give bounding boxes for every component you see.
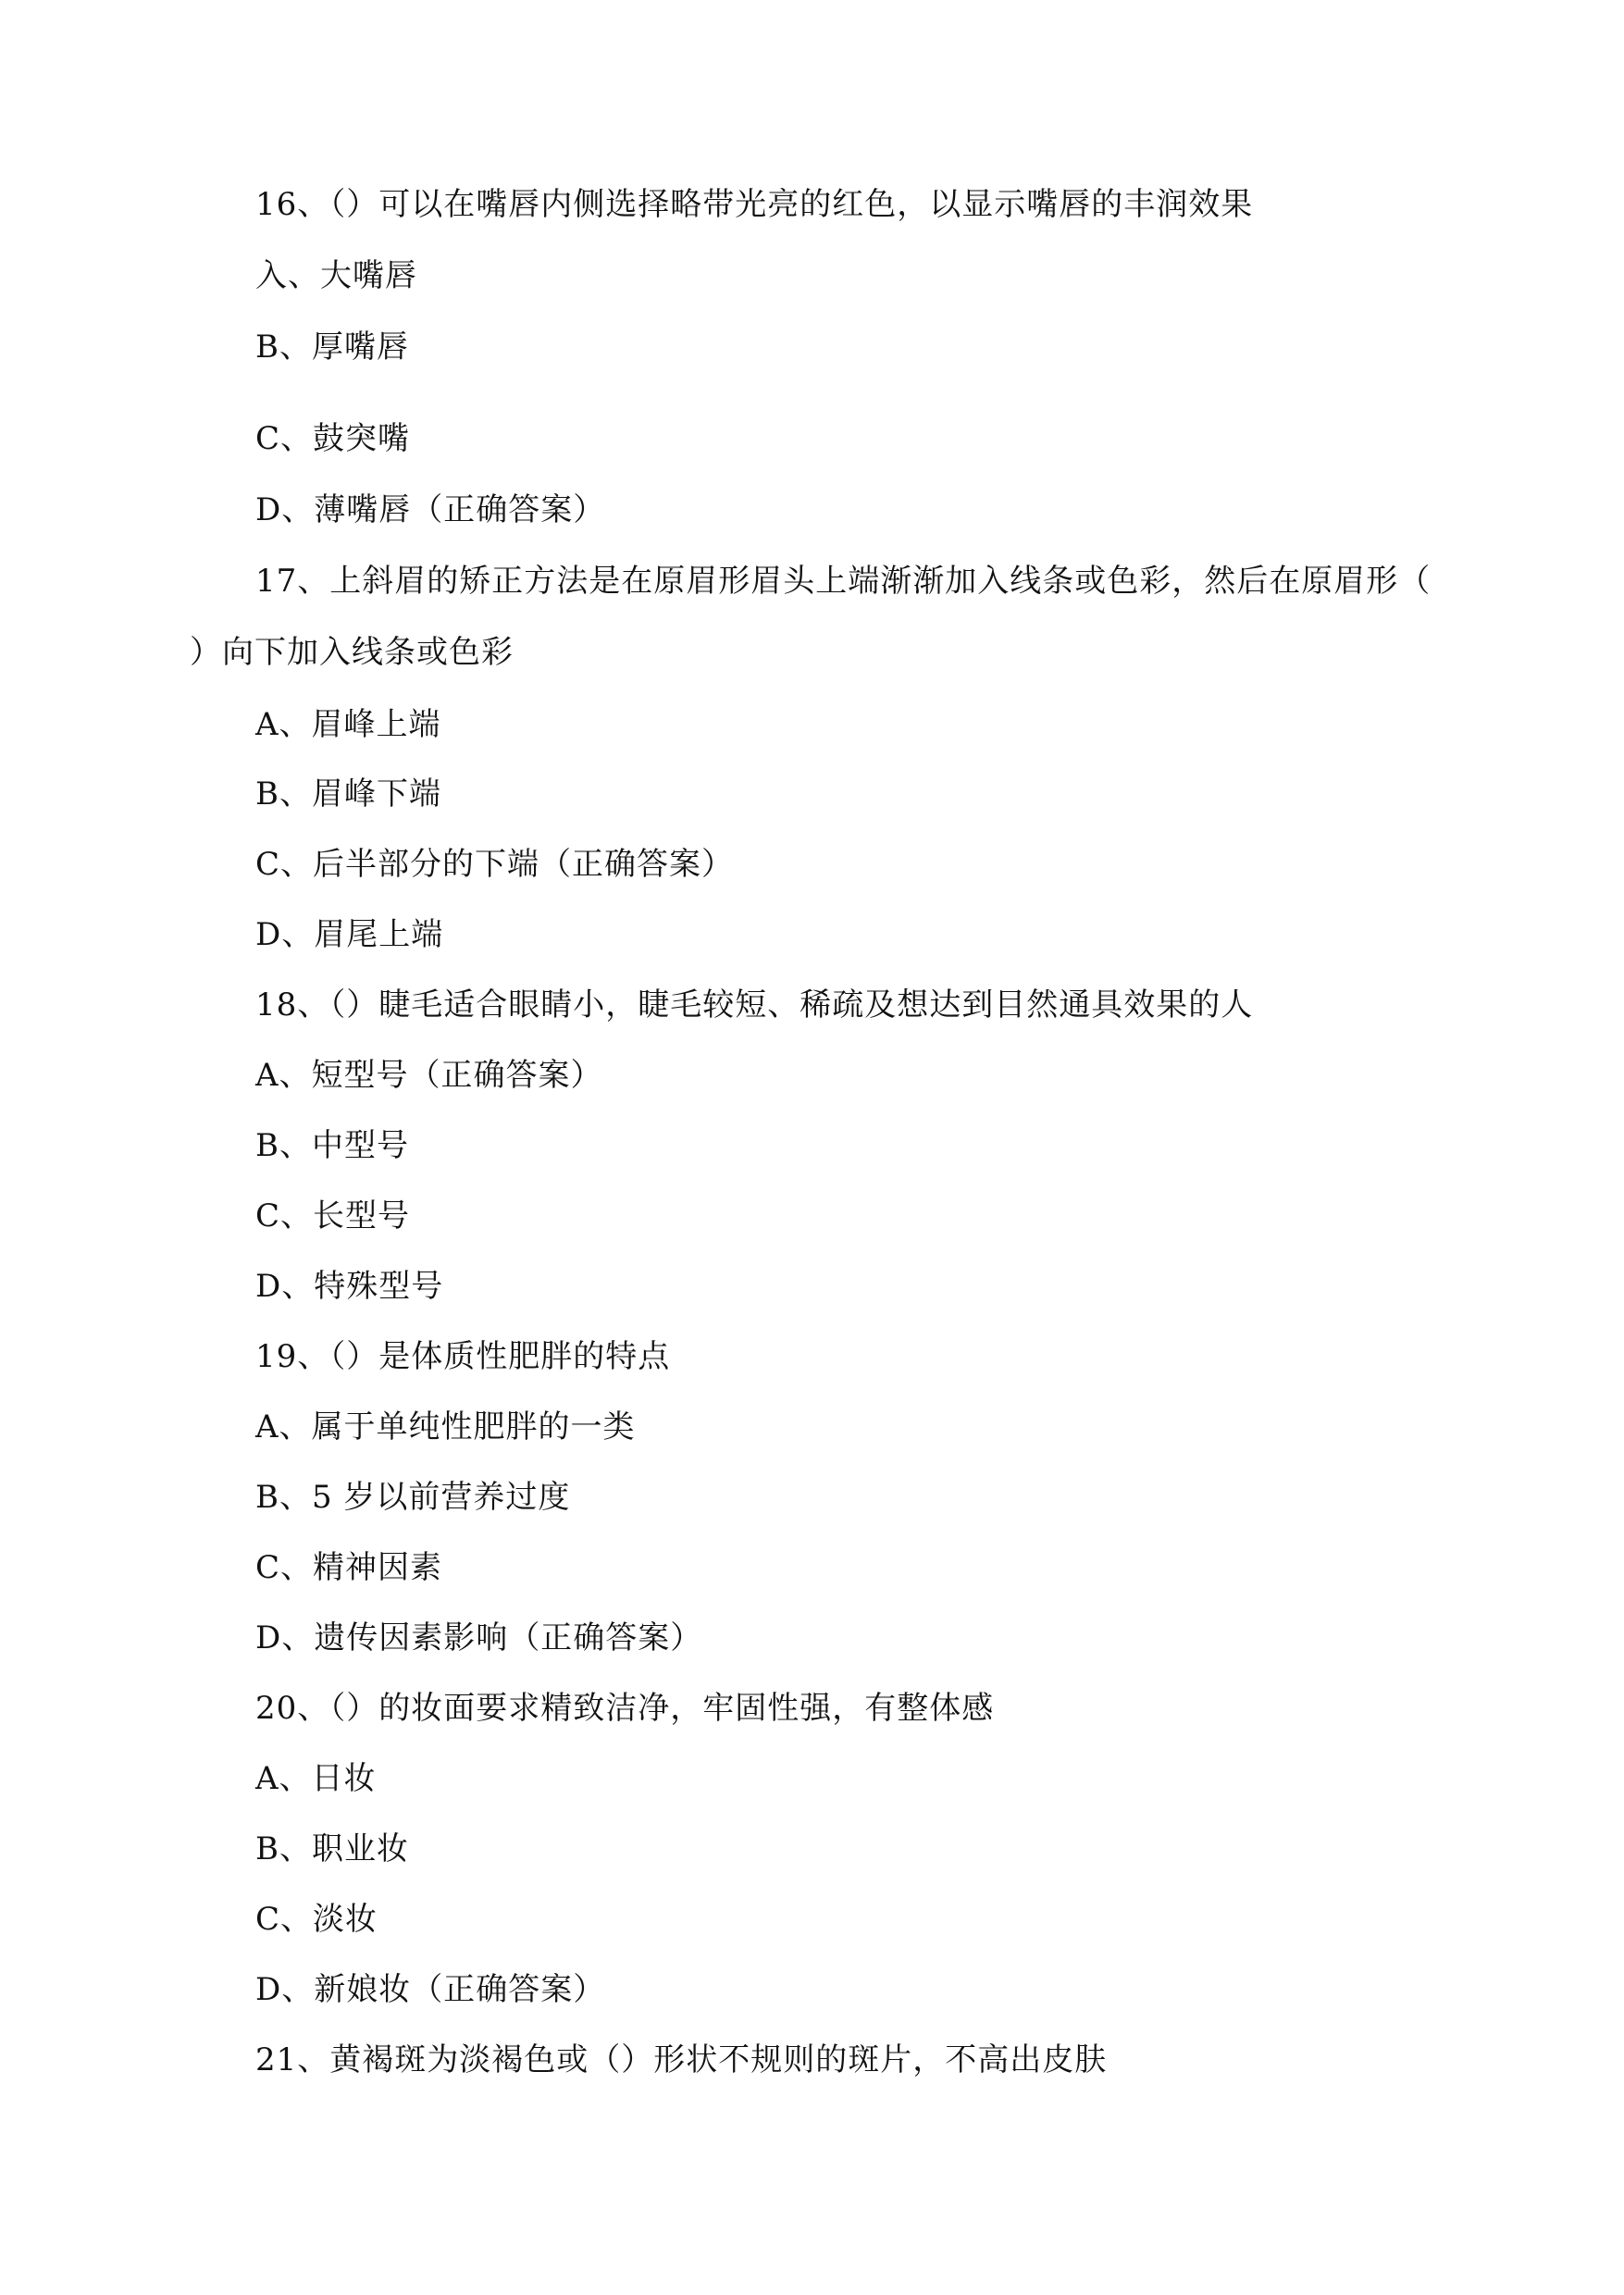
option: B、眉峰下端 [255, 775, 441, 813]
question-21 [255, 2041, 1107, 2078]
option: B、中型号 [255, 1127, 409, 1164]
option: D、遗传因素影响（正确答案） [255, 1619, 703, 1656]
question-number: 17、 [255, 563, 330, 600]
option: C、长型号 [255, 1197, 411, 1234]
option: C、淡妆 [255, 1901, 378, 1938]
question-20 [255, 1690, 994, 1727]
option: B、5 岁以前营养过度 [255, 1479, 571, 1516]
option: C、后半部分的下端（正确答案） [255, 846, 735, 883]
option: D、新娘妆（正确答案） [255, 1971, 606, 2008]
question-18 [255, 986, 1253, 1023]
option: B、职业妆 [255, 1830, 409, 1867]
question-stem: （）是体质性肥胖的特点 [329, 1338, 671, 1375]
option: A、眉峰上端 [255, 706, 441, 743]
question-stem: （）的妆面要求精致洁净，牢固性强，有整体感 [329, 1690, 995, 1727]
option: C、鼓突嘴 [255, 420, 411, 457]
option: C、精神因素 [255, 1549, 443, 1586]
question-stem: （）可以在嘴唇内侧选择略带光亮的红色，以显示嘴唇的丰润效果 [329, 186, 1254, 223]
question-19 [255, 1338, 670, 1375]
option: 入、大嘴唇 [255, 257, 417, 294]
option: D、眉尾上端 [255, 916, 444, 953]
option: A、属于单纯性肥胖的一类 [255, 1408, 636, 1445]
question-stem: 上斜眉的矫正方法是在原眉形眉头上端渐渐加入线条或色彩，然后在原眉形（ [329, 563, 1432, 600]
question-16 [255, 186, 1253, 223]
question-number: 20、 [255, 1690, 330, 1727]
question-number: 16、 [255, 186, 330, 223]
option: D、薄嘴唇（正确答案） [255, 491, 606, 528]
question-number: 18、 [255, 986, 330, 1023]
question-stem: 黄褐斑为淡褐色或（）形状不规则的斑片，不高出皮肤 [329, 2041, 1108, 2078]
question-number: 19、 [255, 1338, 330, 1375]
option: D、特殊型号 [255, 1268, 444, 1305]
question-stem-continued: ）向下加入线条或色彩 [190, 634, 514, 671]
question-number: 21、 [255, 2041, 330, 2078]
option: A、短型号（正确答案） [255, 1057, 603, 1094]
question-stem: （）睫毛适合眼睛小，睫毛较短、稀疏及想达到目然通具效果的人 [329, 986, 1254, 1023]
option: A、日妆 [255, 1760, 377, 1797]
option: B、厚嘴唇 [255, 329, 409, 366]
question-17 [255, 563, 1431, 600]
